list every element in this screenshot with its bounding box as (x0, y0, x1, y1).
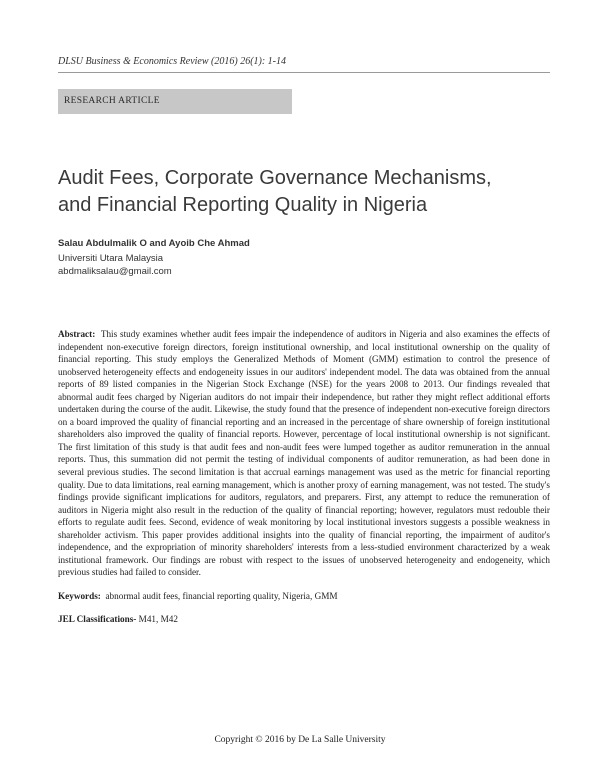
keywords-text: abnormal audit fees, financial reporting quality, Nigeria, GMM (105, 591, 338, 601)
header-divider (58, 72, 550, 73)
jel-text: M41, M42 (138, 614, 178, 624)
title-line-2: and Financial Reporting Quality in Nigeria (58, 194, 428, 216)
author-email[interactable]: abdmaliksalau@gmail.com (58, 266, 172, 277)
authors: Salau Abdulmalik O and Ayoib Che Ahmad (58, 238, 250, 249)
abstract-text: This study examines whether audit fees impair the independence of auditors in Nigeria and also examines the effects of independent non-executive foreign directors, foreign institutional ownership, and local institutional ownership on the quality of financial reporting. This study employs the Generalized Methods of Moment (GMM) estimation to control the presence of unobserved heterogeneity effects and endogeneity issues in our auditors' independent model. The data was obtained from the annual reports of 89 listed companies in the Nigerian Stock Exchange (NSE) for the years 2008 to 2013. Our findings revealed that abnormal audit fees charged by Nigerian auditors do not impair their independence, but rather they might reflect additional efforts undertaken during the course of the audit. Likewise, the study found that the presence of independent non-executive foreign directors on a board improved the quality of financial reporting and an increased in the percentage of share ownership of foreign institutional shareholders also improved the quality of financial reports. However, percentage of local institutional ownership is not significant. The first limitation of this study is that audit fees and non-audit fees were lumped together as auditor remuneration in the annual reports. Thus, this summation did not permit the testing of individual components of auditor remuneration, as had been done in several previous studies. The second limitation is that accrual earnings management was used as the metric for financial reporting quality. Due to data limitations, real earning management, which is another proxy of earning management, was not tested. The study's findings provide significant implications for auditors, regulators, and preparers. First, any attempt to reduce the remuneration of auditors in Nigeria might also result in the reduction of the quality of financial reporting; however, regulators must redouble their efforts to regulate audit fees. Second, evidence of weak monitoring by local institutional investors suggests a possible weakness in shareholder activism. This paper provides additional insights into the quality of financial reporting, the impairment of auditor's independence, and the expropriation of minority shareholders' interests from a less-studied environment characterized by a weak institutional framework. Our findings are robust with respect to the issues of unobserved heterogeneity and endogeneity, which previous studies had failed to consider. (58, 329, 550, 578)
jel-classifications (58, 614, 550, 624)
keywords (58, 591, 550, 601)
abstract-label: Abstract: (58, 329, 96, 339)
title-line-1: Audit Fees, Corporate Governance Mechanisms, (58, 167, 492, 189)
article-type-badge: RESEARCH ARTICLE (58, 89, 292, 114)
journal-citation: DLSU Business & Economics Review (2016) 26(1): 1-14 (58, 56, 287, 67)
jel-label: JEL Classifications- (58, 614, 137, 624)
paper-title (58, 165, 550, 219)
keywords-label: Keywords: (58, 591, 101, 601)
abstract (58, 328, 550, 579)
affiliation: Universiti Utara Malaysia (58, 253, 164, 264)
copyright-footer: Copyright © 2016 by De La Salle University (214, 735, 386, 745)
